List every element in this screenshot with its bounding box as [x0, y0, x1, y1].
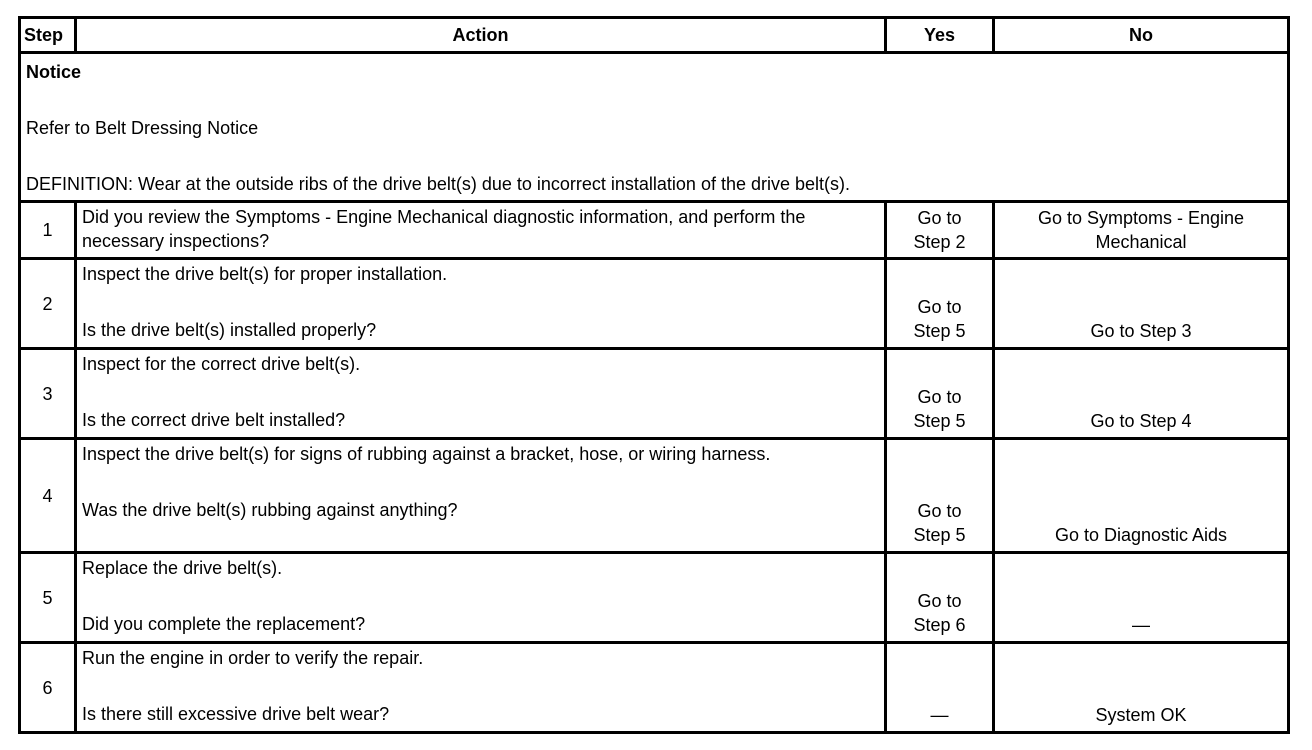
step-action [76, 643, 886, 733]
step-action [76, 259, 886, 349]
step-number: 3 [20, 349, 76, 439]
notice-text: Refer to Belt Dressing Notice [26, 118, 259, 138]
step-action [76, 439, 886, 553]
action-text: Inspect the drive belt(s) for proper installation. [82, 264, 448, 284]
action-text: Run the engine in order to verify the repair. [82, 648, 424, 668]
action-text: Inspect the drive belt(s) for signs of rubbing against a bracket, hose, or wiring harness. [82, 444, 771, 464]
yes-result: Go to Step 5 [886, 439, 994, 553]
yes-result: Go to Step 6 [886, 553, 994, 643]
no-result: — [994, 553, 1289, 643]
table-row [20, 202, 1289, 259]
table-row [20, 259, 1289, 349]
notice-cell [20, 53, 1289, 202]
header-row [20, 18, 1289, 53]
diagnostic-table [18, 16, 1290, 734]
header-yes: Yes [886, 18, 994, 53]
table-row [20, 643, 1289, 733]
action-text: Inspect for the correct drive belt(s). [82, 354, 361, 374]
action-question: Is the correct drive belt installed? [82, 410, 346, 430]
yes-result: Go to Step 5 [886, 349, 994, 439]
step-number: 4 [20, 439, 76, 553]
no-result: Go to Diagnostic Aids [994, 439, 1289, 553]
step-number: 1 [20, 202, 76, 259]
table-row [20, 349, 1289, 439]
yes-result: Go to Step 2 [886, 202, 994, 259]
action-text: Did you review the Symptoms - Engine Mechanical diagnostic information, and perform the necessary inspections? [82, 207, 806, 251]
table-row [20, 553, 1289, 643]
step-number: 6 [20, 643, 76, 733]
notice-title: Notice [26, 62, 82, 82]
action-question: Did you complete the replacement? [82, 614, 366, 634]
notice-row [20, 53, 1289, 202]
yes-result: — [886, 643, 994, 733]
table-row [20, 439, 1289, 553]
header-step: Step [20, 18, 76, 53]
step-number: 2 [20, 259, 76, 349]
notice-definition: DEFINITION: Wear at the outside ribs of the drive belt(s) due to incorrect installation of the drive belt(s). [26, 174, 851, 194]
step-number: 5 [20, 553, 76, 643]
yes-result: Go to Step 5 [886, 259, 994, 349]
no-result: Go to Step 3 [994, 259, 1289, 349]
action-question: Was the drive belt(s) rubbing against anything? [82, 500, 458, 520]
no-result: System OK [994, 643, 1289, 733]
no-result: Go to Symptoms - Engine Mechanical [994, 202, 1289, 259]
step-action [76, 349, 886, 439]
no-result: Go to Step 4 [994, 349, 1289, 439]
step-action [76, 202, 886, 259]
action-question: Is there still excessive drive belt wear? [82, 704, 390, 724]
action-question: Is the drive belt(s) installed properly? [82, 320, 377, 340]
step-action [76, 553, 886, 643]
action-text: Replace the drive belt(s). [82, 558, 283, 578]
header-no: No [994, 18, 1289, 53]
header-action: Action [76, 18, 886, 53]
